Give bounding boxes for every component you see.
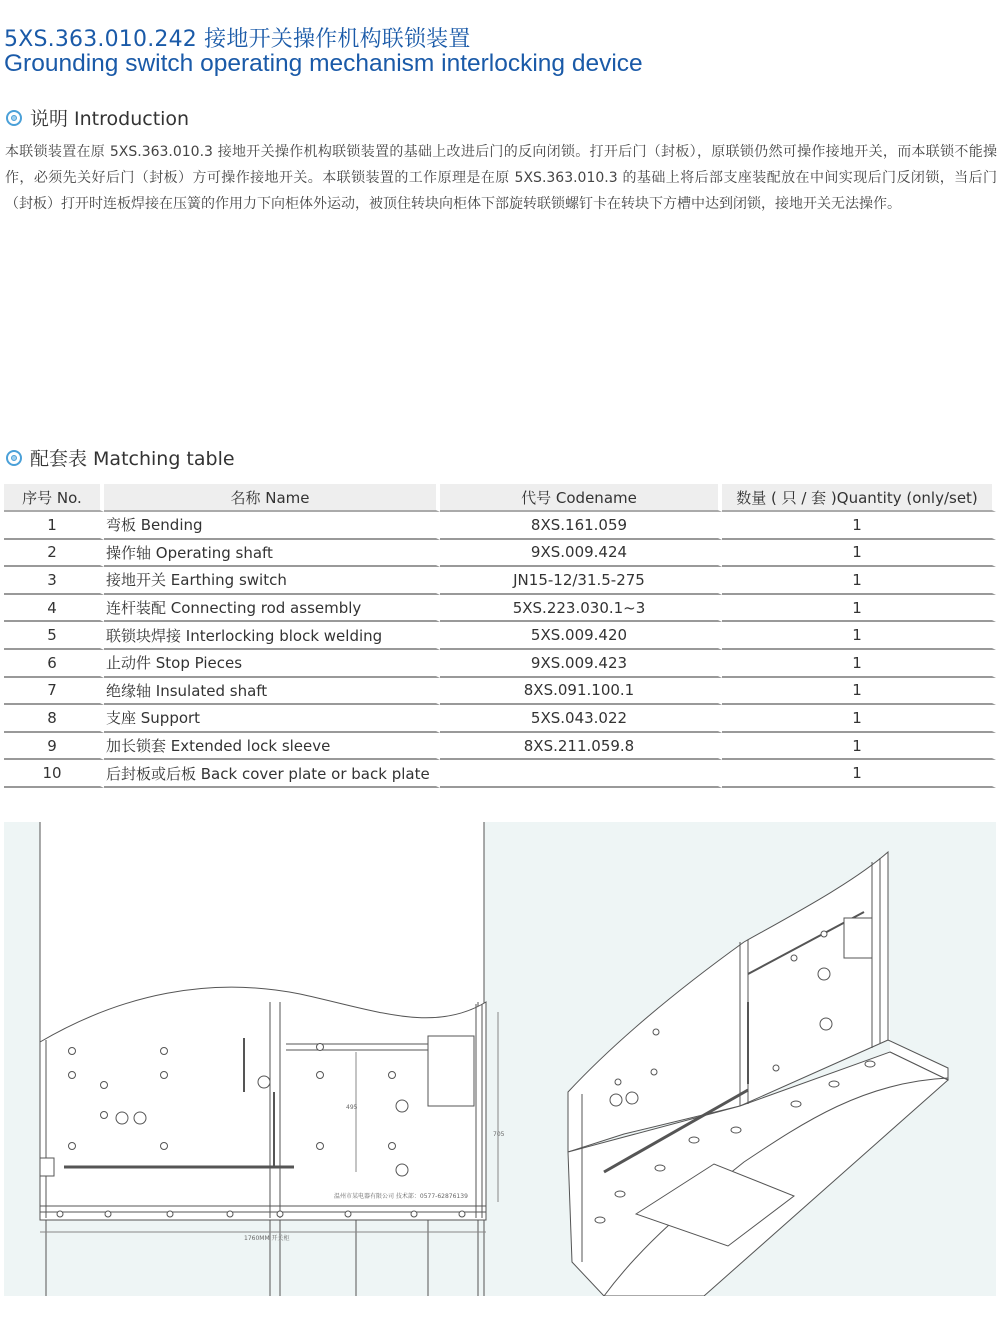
cell-no: 9 bbox=[4, 733, 104, 761]
cell-name: 连杆装配 Connecting rod assembly bbox=[104, 595, 440, 623]
cell-no: 5 bbox=[4, 622, 104, 650]
iso-mechanism-box bbox=[844, 918, 872, 958]
front-view-panel-body bbox=[40, 987, 486, 1220]
cell-no: 1 bbox=[4, 512, 104, 540]
table-row bbox=[4, 733, 996, 761]
cell-name: 止动件 Stop Pieces bbox=[104, 650, 440, 678]
cell-code: 8XS.211.059.8 bbox=[440, 733, 722, 761]
cell-no: 6 bbox=[4, 650, 104, 678]
table-row bbox=[4, 567, 996, 595]
front-left-bracket bbox=[40, 1158, 54, 1176]
matching-table-heading-label: 配套表 Matching table bbox=[30, 448, 235, 470]
cell-qty: 1 bbox=[722, 705, 996, 733]
drawing-stamp: 温州市某电器有限公司 技术部：0577-62876139 bbox=[334, 1193, 468, 1200]
cell-code: 8XS.161.059 bbox=[440, 512, 722, 540]
table-row bbox=[4, 540, 996, 568]
figure-content bbox=[4, 822, 996, 1296]
cell-qty: 1 bbox=[722, 622, 996, 650]
dim-705-label: 705 bbox=[493, 1131, 505, 1138]
circle-bullet-icon bbox=[6, 110, 22, 126]
page-title-cn: 5XS.363.010.242 接地开关操作机构联锁装置 bbox=[4, 27, 471, 52]
cell-no: 4 bbox=[4, 595, 104, 623]
cell-name: 联锁块焊接 Interlocking block welding bbox=[104, 622, 440, 650]
cell-name: 绝缘轴 Insulated shaft bbox=[104, 678, 440, 706]
table-header-row bbox=[4, 484, 996, 512]
cell-qty: 1 bbox=[722, 760, 996, 788]
table-row bbox=[4, 705, 996, 733]
column-header-quantity: 数量 ( 只 / 套 )Quantity (only/set) bbox=[722, 484, 996, 512]
intro-heading-label: 说明 Introduction bbox=[30, 108, 190, 130]
cell-name: 弯板 Bending bbox=[104, 512, 440, 540]
cell-no: 3 bbox=[4, 567, 104, 595]
table-row bbox=[4, 650, 996, 678]
cell-no: 8 bbox=[4, 705, 104, 733]
table-row bbox=[4, 622, 996, 650]
cell-qty: 1 bbox=[722, 567, 996, 595]
cell-no: 7 bbox=[4, 678, 104, 706]
iso-right-wall bbox=[888, 852, 948, 1080]
cell-code: 9XS.009.424 bbox=[440, 540, 722, 568]
cell-no: 10 bbox=[4, 760, 104, 788]
technical-drawing-figure bbox=[4, 822, 996, 1296]
intro-heading bbox=[6, 104, 189, 131]
cell-qty: 1 bbox=[722, 512, 996, 540]
cell-qty: 1 bbox=[722, 650, 996, 678]
table-row bbox=[4, 512, 996, 540]
table-row bbox=[4, 678, 996, 706]
cell-code: 5XS.223.030.1~3 bbox=[440, 595, 722, 623]
isometric-view bbox=[568, 852, 948, 1296]
matching-table-heading bbox=[6, 444, 235, 471]
cell-name: 加长锁套 Extended lock sleeve bbox=[104, 733, 440, 761]
cell-code: JN15-12/31.5-275 bbox=[440, 567, 722, 595]
column-header-name: 名称 Name bbox=[104, 484, 440, 512]
cell-name: 操作轴 Operating shaft bbox=[104, 540, 440, 568]
dim-1760-label: 1760MM 开关柜 bbox=[244, 1235, 290, 1242]
intro-paragraph: 本联锁装置在原 5XS.363.010.3 接地开关操作机构联锁装置的基础上改进后门的反向闭锁。打开后门（封板），原联锁仍然可操作接地开关，而本联锁不能操作，必须先关好后门（封板）方可操作接地开关。本联锁装置的工作原理是在原 5XS.363.010.3 的基础上将后部支座装配放在中间实现后门反闭锁，当后门（封板）打开时连板焊接在压簧的作用力下向柜体外运动，被顶住转块向柜体下部旋转联锁螺钉卡在转块下方槽中达到闭锁，接地开关无法操作。 bbox=[5, 144, 997, 212]
cell-code bbox=[440, 760, 722, 788]
column-header-no: 序号 No. bbox=[4, 484, 104, 512]
cell-qty: 1 bbox=[722, 595, 996, 623]
cell-code: 5XS.009.420 bbox=[440, 622, 722, 650]
front-mechanism-box bbox=[428, 1036, 474, 1106]
cell-qty: 1 bbox=[722, 733, 996, 761]
table-row bbox=[4, 760, 996, 788]
cell-code: 5XS.043.022 bbox=[440, 705, 722, 733]
circle-bullet-icon bbox=[6, 450, 22, 466]
cell-name: 后封板或后板 Back cover plate or back plate bbox=[104, 760, 440, 788]
dim-495-label: 495 bbox=[346, 1104, 358, 1111]
page-title-en: Grounding switch operating mechanism interlocking device bbox=[4, 50, 643, 77]
cell-name: 接地开关 Earthing switch bbox=[104, 567, 440, 595]
cell-qty: 1 bbox=[722, 678, 996, 706]
table-row bbox=[4, 595, 996, 623]
cell-code: 9XS.009.423 bbox=[440, 650, 722, 678]
cell-qty: 1 bbox=[722, 540, 996, 568]
cell-name: 支座 Support bbox=[104, 705, 440, 733]
column-header-codename: 代号 Codename bbox=[440, 484, 722, 512]
cell-no: 2 bbox=[4, 540, 104, 568]
cell-code: 8XS.091.100.1 bbox=[440, 678, 722, 706]
matching-table bbox=[4, 484, 996, 788]
